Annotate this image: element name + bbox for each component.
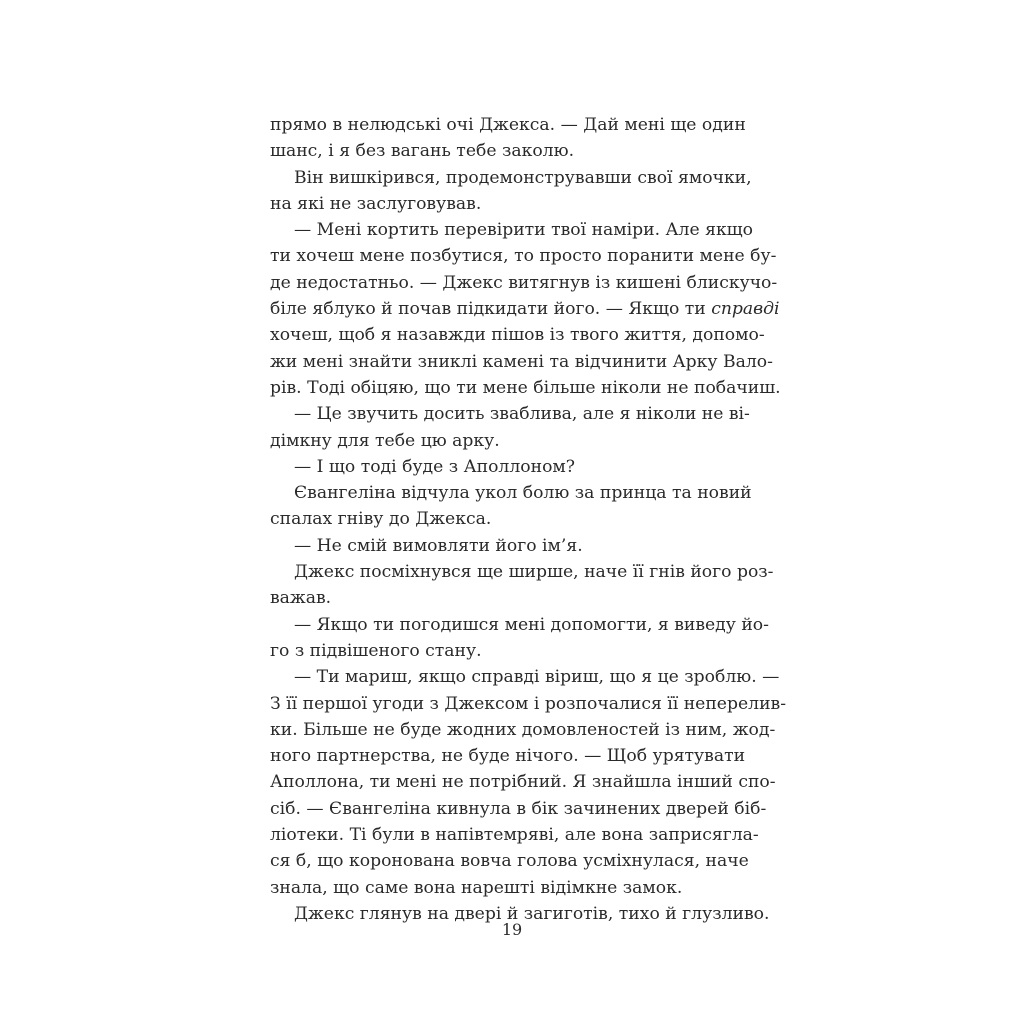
- text-line: ного партнерства, не буде нічого. — Щоб урятувати: [270, 746, 746, 767]
- italic-emphasis: справді: [711, 299, 780, 320]
- text-line: Джекс посміхнувся ще ширше, наче її гнів його роз-: [294, 562, 774, 583]
- text-line: — Не смій вимовляти його ім’я.: [294, 535, 583, 556]
- text-line: ліотеки. Ті були в напівтемряві, але вона заприсягла-: [270, 825, 759, 846]
- text-line: спалах гніву до Джекса.: [270, 509, 492, 530]
- text-line: З її першої угоди з Джексом і розпочалися її неперелив-: [270, 693, 787, 714]
- text-line: — Це звучить досить зваблива, але я ніколи не ві-: [294, 404, 750, 425]
- text-line: рів. Тоді обіцяю, що ти мене більше ніколи не побачиш.: [270, 377, 781, 398]
- text-line: го з підвішеного стану.: [270, 640, 482, 661]
- text-line: ти хочеш мене позбутися, то просто поранити мене бу-: [270, 246, 777, 267]
- text-line: де недостатньо. — Джекс витягнув із кишені блискучо-: [270, 272, 778, 293]
- text-line: хочеш, щоб я назавжди пішов із твого життя, допомо-: [270, 325, 765, 346]
- text-line: [270, 296, 780, 322]
- text-line: — Якщо ти погодишся мені допомогти, я виведу йо-: [294, 614, 769, 635]
- text-line: — Ти мариш, якщо справді віриш, що я це зроблю. —: [294, 667, 780, 688]
- text-line: важав.: [270, 588, 332, 609]
- text-line: Євангеліна відчула укол болю за принца та новий: [294, 483, 752, 504]
- text-line: ки. Більше не буде жодних домовленостей із ним, жод-: [270, 719, 776, 740]
- text-line: дімкну для тебе цю арку.: [270, 430, 500, 451]
- text-segment: біле яблуко й почав підкидати його. — Якщо ти: [270, 299, 712, 320]
- text-line: — Мені кортить перевірити твої наміри. Але якщо: [294, 220, 754, 241]
- text-line: сіб. — Євангеліна кивнула в бік зачинених дверей біб-: [270, 798, 767, 819]
- text-line: прямо в нелюдські очі Джекса. — Дай мені ще один: [270, 115, 746, 135]
- text-line: знала, що саме вона нарешті відімкне замок.: [270, 877, 683, 898]
- text-line: — І що тоді буде з Аполлоном?: [294, 456, 576, 477]
- text-line: на які не заслуговував.: [270, 193, 482, 214]
- text-line: Джекс глянув на двері й загиготів, тихо й глузливо.: [294, 903, 770, 924]
- page-body: [270, 112, 787, 927]
- page-number: 19: [501, 920, 523, 939]
- text-line: Аполлона, ти мені не потрібний. Я знайшла інший спо-: [270, 772, 776, 793]
- text-line: ся б, що коронована вовча голова усміхнулася, наче: [270, 851, 749, 872]
- text-line: шанс, і я без вагань тебе заколю.: [270, 141, 575, 162]
- text-line: жи мені знайти зниклі камені та відчинити Арку Вало-: [270, 351, 773, 372]
- text-line: Він вишкірився, продемонструвавши свої ямочки,: [294, 167, 752, 188]
